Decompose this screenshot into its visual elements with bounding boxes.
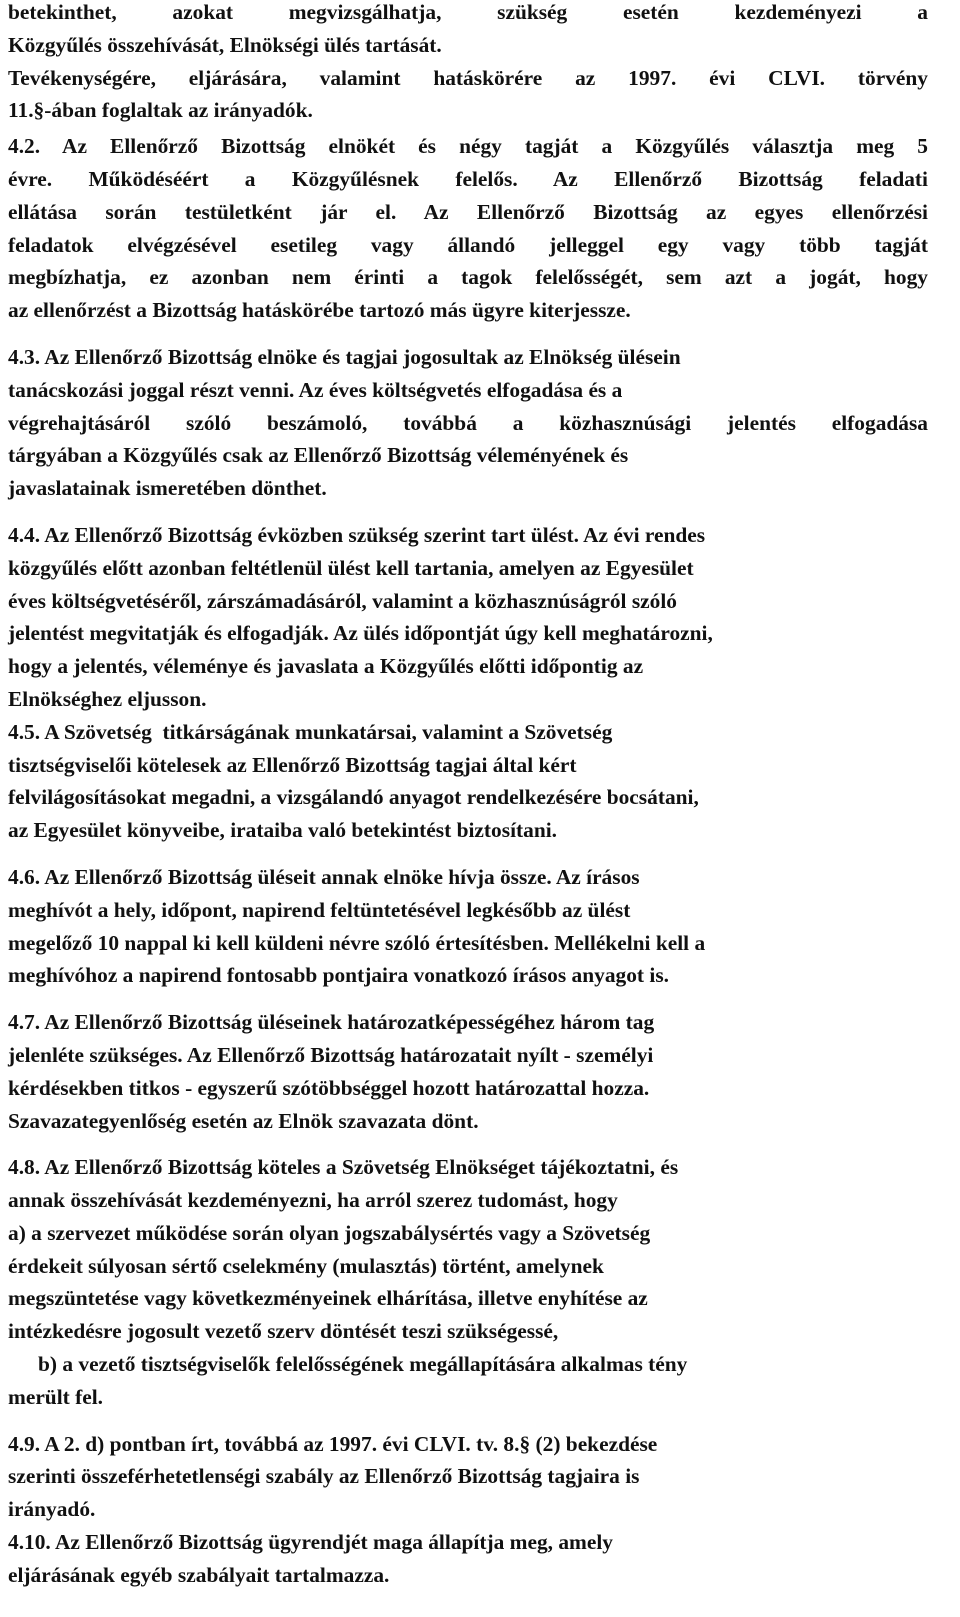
paragraph-4-5 [8,716,928,847]
text-line: megbízhatja, ez azonban nem érinti a tagok felelősségét, sem azt a jogát, hogy [8,265,928,290]
text-line: javaslatainak ismeretében dönthet. [8,476,327,501]
text-line: érdekeit súlyosan sértő cselekmény (mulasztás) történt, amelynek [8,1253,604,1278]
text-line: a) a szervezet működése során olyan jogszabálysértés vagy a Szövetség [8,1220,651,1245]
document-page [8,0,928,1592]
paragraph-4-10 [8,1526,928,1592]
text-line: 4.4. Az Ellenőrző Bizottság évközben szükség szerint tart ülést. Az évi rendes [8,522,706,547]
paragraph-4-3 [8,341,928,505]
text-line: megszüntetése vagy következményeinek elhárítása, illetve enyhítése az [8,1286,648,1311]
text-line: tanácskozási joggal részt venni. Az éves költségvetés elfogadása és a [8,377,623,402]
text-line: 4.3. Az Ellenőrző Bizottság elnöke és tagjai jogosultak az Elnökség ülésein [8,344,681,369]
text-line: szerinti összeférhetetlenségi szabály az Ellenőrző Bizottság tagjaira is [8,1464,640,1489]
text-line: tárgyában a Közgyűlés csak az Ellenőrző Bizottság véleményének és [8,443,629,468]
text-line: felvilágosításokat megadni, a vizsgálandó anyagot rendelkezésére bocsátani, [8,785,699,810]
text-line: megelőző 10 nappal ki kell küldeni névre szóló értesítésben. Mellékelni kell a [8,930,706,955]
text-line: merült fel. [8,1384,104,1409]
text-line: kérdésekben titkos - egyszerű szótöbbséggel hozott határozattal hozza. [8,1075,650,1100]
text-line: annak összehívását kezdeményezni, ha arról szerez tudomást, hogy [8,1188,618,1213]
text-line: éves költségvetéséről, zárszámadásáról, valamint a közhasznúságról szóló [8,588,677,613]
text-line: 4.5. A Szövetség titkárságának munkatársai, valamint a Szövetség [8,719,613,744]
text-line: betekinthet, azokat megvizsgálhatja, szükség esetén kezdeményezi a [8,0,928,24]
text-line: 4.10. Az Ellenőrző Bizottság ügyrendjét maga állapítja meg, amely [8,1530,613,1555]
text-line: az ellenőrzést a Bizottság hatáskörébe tartozó más ügyre kiterjessze. [8,298,631,323]
text-line: végrehajtásáról szóló beszámoló, továbbá a közhasznúsági jelentés elfogadása [8,410,928,435]
text-line: feladatok elvégzésével esetileg vagy állandó jelleggel egy vagy több tagját [8,232,928,257]
text-line: irányadó. [8,1497,96,1522]
paragraph-4-2 [8,130,928,327]
text-line: 4.7. Az Ellenőrző Bizottság üléseinek határozatképességéhez három tag [8,1010,655,1035]
paragraph-4-4 [8,519,928,716]
paragraph-4-8 [8,1151,928,1413]
text-line: közgyűlés előtt azonban feltétlenül ülést kell tartania, amelyen az Egyesület [8,555,694,580]
paragraph-4-7 [8,1006,928,1137]
paragraph-4-9 [8,1428,928,1526]
text-line: jelenléte szükséges. Az Ellenőrző Bizottság határozatait nyílt - személyi [8,1042,654,1067]
text-line: Tevékenységére, eljárására, valamint hatáskörére az 1997. évi CLVI. törvény [8,65,928,90]
text-line: évre. Működéséért a Közgyűlésnek felelős. Az Ellenőrző Bizottság feladati [8,166,928,191]
text-line: meghívót a hely, időpont, napirend feltüntetésével legkésőbb az ülést [8,897,631,922]
text-line: 4.6. Az Ellenőrző Bizottság üléseit annak elnöke hívja össze. Az írásos [8,864,640,889]
paragraph-intro [8,0,928,127]
text-line: meghívóhoz a napirend fontosabb pontjaira vonatkozó írásos anyagot is. [8,963,670,988]
text-line: eljárásának egyéb szabályait tartalmazza. [8,1562,390,1587]
text-line: Szavazategyenlőség esetén az Elnök szavazata dönt. [8,1108,479,1133]
text-line: 4.9. A 2. d) pontban írt, továbbá az 1997. évi CLVI. tv. 8.§ (2) bekezdése [8,1431,658,1456]
text-line: Elnökséghez eljusson. [8,686,207,711]
text-line: 4.2. Az Ellenőrző Bizottság elnökét és négy tagját a Közgyűlés választja meg 5 [8,134,928,159]
text-line: b) a vezető tisztségviselők felelősségének megállapítására alkalmas tény [38,1352,688,1377]
text-line: az Egyesület könyveibe, irataiba való betekintést biztosítani. [8,818,558,843]
text-line: 4.8. Az Ellenőrző Bizottság köteles a Szövetség Elnökséget tájékoztatni, és [8,1155,679,1180]
text-line: intézkedésre jogosult vezető szerv döntését teszi szükségessé, [8,1319,559,1344]
text-line: jelentést megvitatják és elfogadják. Az ülés időpontját úgy kell meghatározni, [8,621,713,646]
text-line: tisztségviselői kötelesek az Ellenőrző Bizottság tagjai által kért [8,752,577,777]
text-line: 11.§-ában foglaltak az irányadók. [8,98,313,123]
text-line: hogy a jelentés, véleménye és javaslata a Közgyűlés előtti időpontig az [8,654,644,679]
text-line: ellátása során testületként jár el. Az Ellenőrző Bizottság az egyes ellenőrzési [8,199,928,224]
text-line: Közgyűlés összehívását, Elnökségi ülés tartását. [8,32,442,57]
paragraph-4-6 [8,861,928,992]
